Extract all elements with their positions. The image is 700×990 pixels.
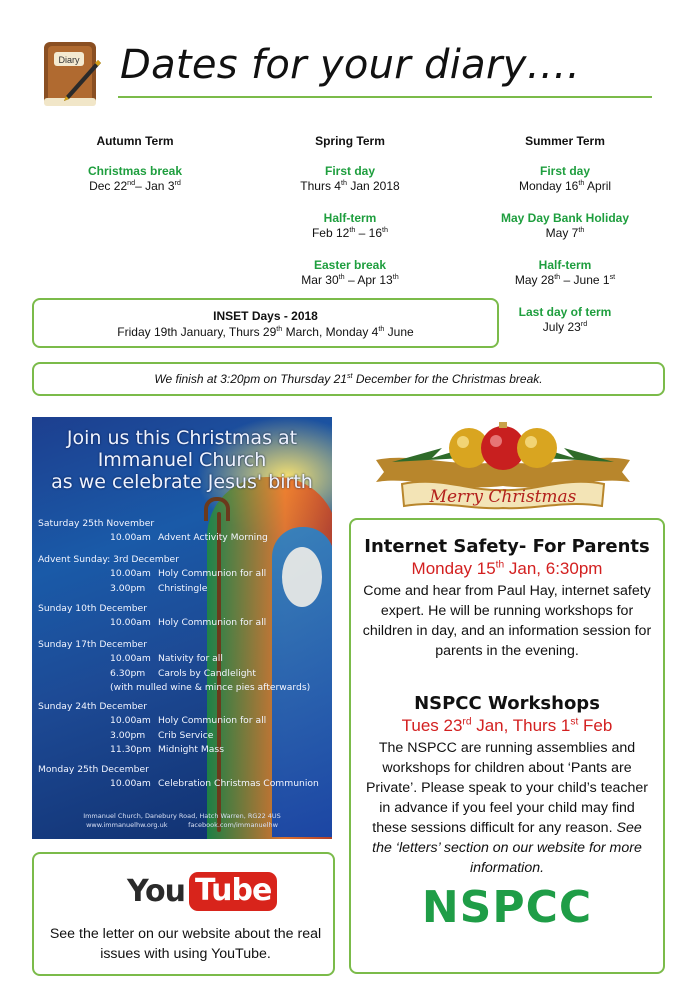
- service-row: [38, 531, 268, 545]
- term-heading: Summer Term: [525, 134, 605, 148]
- service-row: [38, 582, 266, 596]
- service-event: Nativity for all: [158, 653, 223, 665]
- title-divider: [118, 96, 652, 98]
- youtube-logo-tube: Tube: [189, 872, 277, 911]
- service-day: Monday 25th December: [38, 764, 149, 775]
- finish-note: We finish at 3:20pm on Thursday 21st December for the Christmas break.: [154, 371, 543, 386]
- poster-baby: [282, 547, 322, 607]
- inset-days-box: [32, 298, 499, 348]
- nspcc-logo: NSPCC: [421, 882, 593, 933]
- service-section: [38, 602, 266, 631]
- term-item-label: Last day of term: [518, 305, 612, 319]
- term-item: [35, 164, 235, 194]
- term-item: [465, 211, 665, 241]
- service-row: [38, 729, 266, 743]
- service-row: [38, 667, 310, 681]
- service-row: [38, 743, 266, 757]
- diary-icon-label: Diary: [58, 55, 80, 65]
- term-item: [250, 164, 450, 194]
- term-item: [250, 211, 450, 241]
- term-item-label: Christmas break: [87, 164, 183, 178]
- service-day: Advent Sunday: 3rd December: [38, 554, 179, 565]
- poster-footer: [32, 812, 332, 830]
- internet-safety-body: Come and hear from Paul Hay, internet safety expert. He will be running workshops for children in day, and an information session for parents in the evening.: [362, 583, 652, 659]
- spring-term-column: [250, 134, 450, 305]
- term-item-date: May 28th – June 1st: [514, 272, 616, 287]
- service-time: 10.00am: [110, 532, 151, 544]
- autumn-term-column: [35, 134, 235, 211]
- term-item-label: May Day Bank Holiday: [500, 211, 630, 225]
- term-item-date: May 7th: [545, 225, 585, 240]
- term-item: [465, 258, 665, 288]
- church-christmas-poster: [32, 417, 332, 839]
- term-item: [250, 258, 450, 288]
- info-box: [349, 518, 665, 974]
- service-event: Christingle: [158, 582, 208, 594]
- internet-safety-date: Monday 15th Jan, 6:30pm: [411, 559, 603, 578]
- term-item-date: Thurs 4th Jan 2018: [300, 178, 400, 193]
- term-item-date: Dec 22nd– Jan 3rd: [89, 178, 181, 193]
- poster-headline-line: Immanuel Church: [97, 449, 267, 471]
- term-heading: Spring Term: [315, 134, 385, 148]
- service-day: Sunday 17th December: [38, 639, 147, 650]
- service-time: 10.00am: [110, 617, 151, 629]
- term-item-label: Half-term: [323, 211, 377, 225]
- service-event: Holy Communion for all: [158, 617, 267, 629]
- poster-web: www.immanuelhw.org.uk facebook.com/immanuelhw: [86, 821, 278, 829]
- service-event: Holy Communion for all: [158, 715, 267, 727]
- service-event: Celebration Christmas Communion: [158, 778, 319, 790]
- term-heading: Autumn Term: [96, 134, 174, 148]
- service-section: [38, 700, 266, 757]
- poster-address: Immanuel Church, Danebury Road, Hatch Warren, RG22 4US: [83, 812, 281, 820]
- service-time: 11.30pm: [110, 743, 152, 755]
- nspcc-body-italic: See the ‘letters’ section on our website for more information.: [372, 820, 642, 876]
- youtube-box: [32, 852, 335, 976]
- nspcc-body-text: The NSPCC are running assemblies and workshops for children about ‘Pants are Private’. Please speak to your child’s teacher in advance if you feel your child may find these sessions difficult for any reason.: [365, 740, 649, 836]
- service-event: Midnight Mass: [158, 743, 224, 755]
- service-time: 6.30pm: [110, 667, 146, 679]
- nspcc-date: Tues 23rd Jan, Thurs 1st Feb: [401, 716, 613, 735]
- term-item-label: Half-term: [538, 258, 592, 272]
- term-item-label: First day: [324, 164, 375, 178]
- service-section: [38, 553, 266, 596]
- service-event: Crib Service: [158, 729, 214, 741]
- merry-christmas-banner: [372, 418, 634, 510]
- term-item-label: Easter break: [313, 258, 387, 272]
- service-section: [38, 517, 268, 546]
- service-time: 10.00am: [110, 715, 151, 727]
- service-day: Saturday 25th November: [38, 518, 155, 529]
- nspcc-heading: NSPCC Workshops: [414, 693, 600, 714]
- service-row: [38, 616, 266, 630]
- service-row: [38, 714, 266, 728]
- diary-book-icon: [40, 40, 102, 110]
- service-event: Holy Communion for all: [158, 568, 267, 580]
- youtube-logo-you: You: [127, 874, 185, 909]
- service-note: (with mulled wine & mince pies afterwards): [110, 681, 311, 693]
- service-row: [38, 652, 310, 666]
- service-day: Sunday 10th December: [38, 603, 147, 614]
- service-section: [38, 763, 319, 792]
- service-time: 10.00am: [110, 778, 151, 790]
- finish-time-notice: [32, 362, 665, 396]
- term-item: [465, 164, 665, 194]
- service-section: [38, 638, 310, 695]
- poster-headline: [32, 427, 332, 493]
- service-row: [38, 567, 266, 581]
- service-time: 3.00pm: [110, 582, 146, 594]
- service-event: Advent Activity Morning: [158, 532, 268, 544]
- service-event: Carols by Candlelight: [158, 667, 256, 679]
- inset-dates: Friday 19th January, Thurs 29th March, Monday 4th June: [117, 324, 414, 339]
- poster-headline-line: Join us this Christmas at: [66, 427, 298, 449]
- term-item-label: First day: [539, 164, 590, 178]
- nspcc-body: [351, 738, 663, 878]
- service-time: 10.00am: [110, 568, 151, 580]
- term-item-date: Feb 12th – 16th: [311, 225, 389, 240]
- poster-headline-line: as we celebrate Jesus' birth: [51, 471, 313, 493]
- term-item-date: July 23rd: [542, 319, 588, 334]
- term-item-date: Monday 16th April: [518, 178, 612, 193]
- service-row: [38, 777, 319, 791]
- service-time: 10.00am: [110, 653, 151, 665]
- youtube-logo: [127, 872, 277, 911]
- service-time: 3.00pm: [110, 729, 146, 741]
- merry-christmas-text: Merry Christmas: [429, 487, 577, 507]
- service-day: Sunday 24th December: [38, 701, 147, 712]
- inset-title: INSET Days - 2018: [213, 309, 318, 323]
- page-title: Dates for your diary….: [120, 42, 580, 88]
- term-item-date: Mar 30th – Apr 13th: [301, 272, 399, 287]
- youtube-text: See the letter on our website about the real issues with using YouTube.: [49, 926, 322, 962]
- internet-safety-heading: Internet Safety- For Parents: [364, 536, 650, 557]
